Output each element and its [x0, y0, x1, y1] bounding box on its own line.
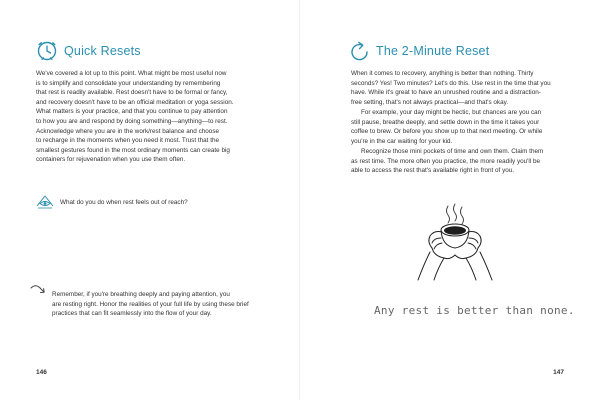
text-line: you're in the car waiting for your kid.	[351, 137, 453, 145]
text-line: containers for rejuvenation when you use them often.	[36, 156, 186, 164]
text-line: Recognize those mini pockets of time and own them. Claim them	[361, 148, 544, 155]
prompt-text: What do you do when rest feels out of reach?	[60, 198, 188, 206]
text-line: have. While it's great to have an unrushed routine and a distraction-	[351, 89, 541, 97]
text-line: as rest time. The more often you practice, the more readily you'll be	[351, 157, 541, 165]
page-number: 146	[36, 369, 47, 376]
page-heading: The 2-Minute Reset	[376, 44, 490, 58]
pointer-arrow-icon	[30, 282, 46, 294]
text-line: coffee to brew. Or before you show up to that next meeting. Or while	[351, 128, 543, 136]
circular-arrow-icon	[350, 40, 370, 62]
right-page	[300, 0, 600, 400]
text-line: are resting right. Honor the realities of your full life by using these brief	[52, 300, 249, 308]
text-line: Remember, if you're breathing deeply and paying attention, you	[52, 291, 230, 298]
eye-icon	[36, 195, 54, 209]
clock-icon	[36, 40, 58, 62]
text-line: that rest is readily available. Rest doesn't have to be formal or fancy,	[36, 89, 228, 97]
page-number: 147	[553, 369, 564, 376]
text-line: seconds? Yes! Two minutes? Let's do this. Use rest in the time that you	[351, 79, 551, 87]
text-line: When it comes to recovery, anything is better than nothing. Thirty	[351, 70, 534, 77]
coffee-hands-illustration	[412, 200, 498, 282]
text-line: to recharge in the moments when you need it most. Trust that the	[36, 137, 220, 145]
reflection-prompt	[36, 195, 188, 209]
text-line: able to access the rest that's available right in front of you.	[351, 167, 515, 175]
example-paragraph	[351, 108, 566, 146]
text-line: Acknowledge where you are in the work/rest balance and choose	[36, 127, 220, 135]
text-line: to how you are and respond by doing something—anything—to rest.	[36, 117, 228, 125]
text-line: smallest gestures found in the most ordinary moments can create big	[36, 146, 230, 154]
text-line: still pause, breathe deeply, and settle down in the time it takes your	[351, 118, 540, 126]
text-line: free setting, that's not always practical—and that's okay.	[351, 98, 509, 106]
pull-quote: Any rest is better than none.	[374, 304, 575, 317]
quick-resets-heading	[36, 40, 141, 62]
recognize-paragraph	[351, 147, 566, 176]
text-line: is to simplify and consolidate your understanding by remembering	[36, 79, 221, 87]
two-minute-reset-heading	[350, 40, 489, 62]
page-heading: Quick Resets	[64, 44, 141, 58]
text-line: For example, your day might be hectic, but chances are you can	[361, 109, 542, 116]
recovery-paragraph	[351, 69, 566, 107]
reminder-note	[52, 290, 267, 319]
text-line: and recovery doesn't have to be an official meditation or yoga session.	[36, 98, 234, 106]
text-line: practices that can fit seamlessly into the flow of your day.	[52, 310, 212, 318]
intro-paragraph	[36, 69, 262, 165]
text-line: We've covered a lot up to this point. What might be most useful now	[36, 70, 227, 77]
text-line: What matters is your practice, and that you continue to pay attention	[36, 108, 228, 116]
